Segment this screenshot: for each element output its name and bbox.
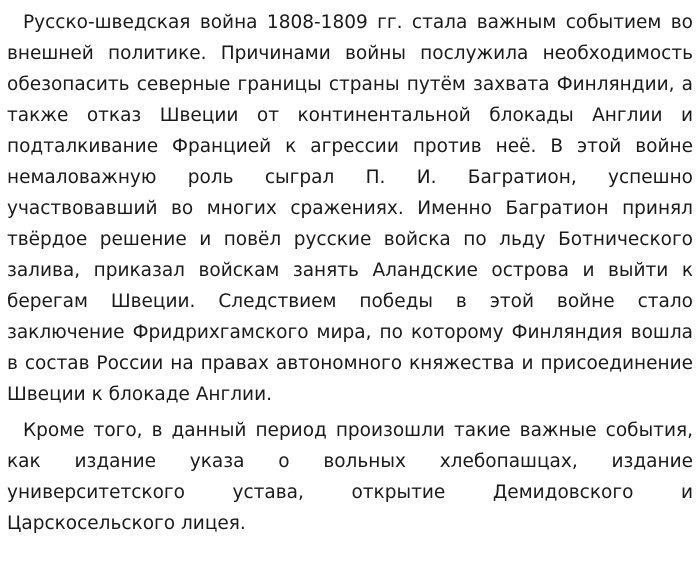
paragraph-russo-swedish-war: Русско-шведская война 1808-1809 гг. стала важным событием во внешней политике. Причинами войны послужила необходимость обезопасить северные границы страны путём захвата Финляндии, а также отказ Швеции от континентальной блокады Англии и подталкивание Францией к агрессии против неё. В этой войне немаловажную роль сыграл П. И. Багратион, успешно участвовавший во многих сражениях. Именно Багратион принял твёрдое решение и повёл русские войска по льду Ботнического залива, приказал войскам занять Аландские острова и выйти к берегам Швеции. Следствием победы в этой войне стало заключение Фридрихгамского мира, по которому Финляндия вошла в состав России на правах автономного княжества и присоединение Швеции к блокаде Англии. <box>7 12 693 405</box>
document-body <box>7 7 693 539</box>
paragraph-other-events: Кроме того, в данный период произошли такие важные события, как издание указа о вольных хлебопашцах, издание университетского устава, открытие Демидовского и Царскосельского лицея. <box>7 420 693 534</box>
